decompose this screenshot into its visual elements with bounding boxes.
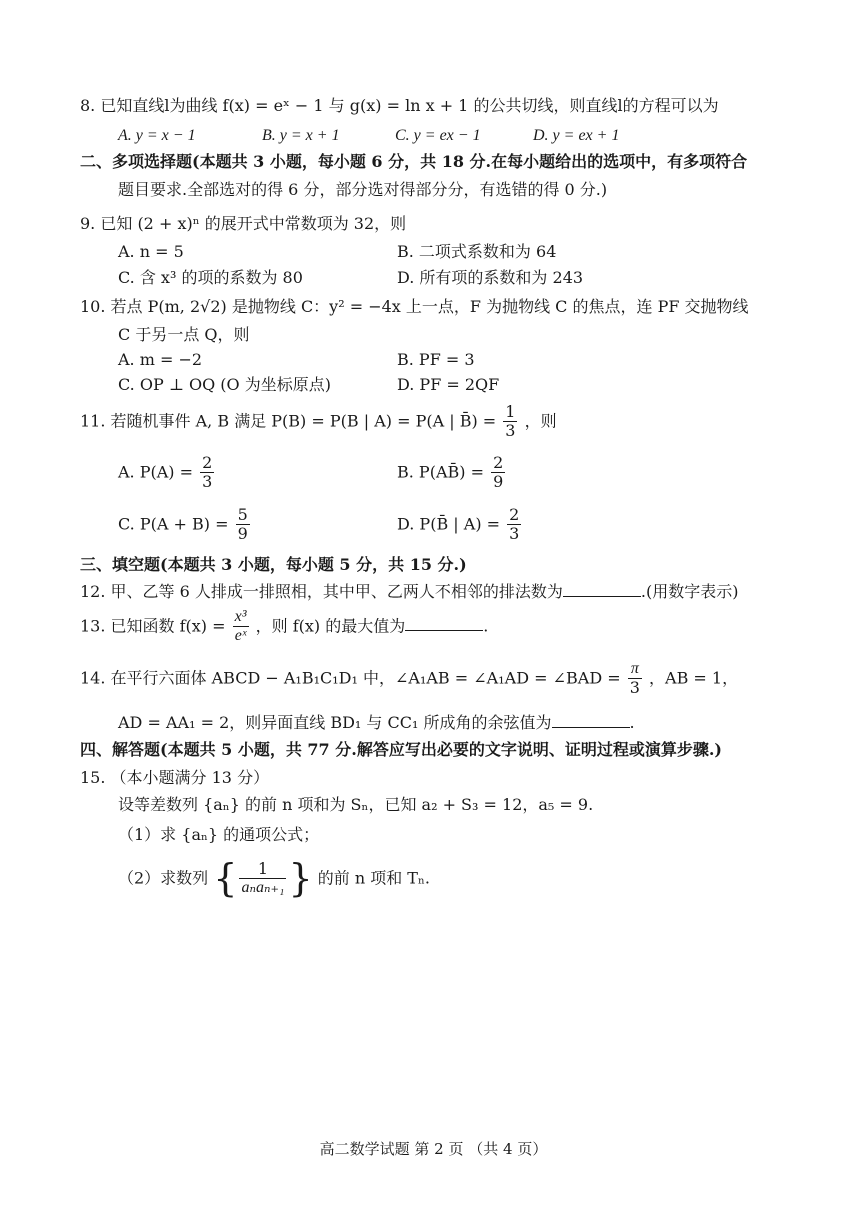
q9-option-d: D. 所有项的系数和为 243 <box>397 268 584 287</box>
q11-option-a-fraction: $\frac{2}{3}$ <box>202 453 213 492</box>
q8-option-d: D. y = ex + 1 <box>533 127 620 144</box>
q11-option-c-fraction: $\frac{5}{9}$ <box>237 505 248 544</box>
page-footer: 高二数学试题 第 2 页 （共 4 页） <box>319 1140 548 1158</box>
section2-heading-line1: 二、多项选择题(本题共 3 小题，每小题 6 分，共 18 分.在每小题给出的选项中，有多项符合 <box>80 152 748 171</box>
q10-option-c: C. OP ⊥ OQ (O 为坐标原点) <box>118 375 331 394</box>
q11-stem: 11. 若随机事件 A, B 满足 P(B) = P(B | A) = P(A | B̄) = $\frac{1}{3}$ ，则 <box>80 402 557 441</box>
q10-option-a: A. m = −2 <box>118 350 203 369</box>
q14-answer-blank <box>552 713 630 728</box>
q11-option-c: C. P(A + B) = $\frac{5}{9}$ <box>118 505 248 544</box>
q8-option-b: B. y = x + 1 <box>262 127 340 144</box>
q15-part1: （1）求 {aₙ} 的通项公式； <box>118 825 320 844</box>
q9-option-a: A. n = 5 <box>118 242 184 261</box>
q10-stem-line2: C 于另一点 Q，则 <box>118 325 250 344</box>
q8-stem: 8. 已知直线l为曲线 f(x) = eˣ − 1 与 g(x) = ln x + 1 的公共切线，则直线l的方程可以为 <box>80 96 719 115</box>
q11-stem-fraction: $\frac{1}{3}$ <box>505 402 516 441</box>
q8-option-c: C. y = ex − 1 <box>395 127 481 144</box>
q8-option-a: A. y = x − 1 <box>118 127 196 144</box>
section3-heading: 三、填空题(本题共 3 小题，每小题 5 分，共 15 分.) <box>80 555 467 574</box>
q14-fraction: $\frac{\pi}{3}$ <box>629 660 640 698</box>
q11-option-d-fraction: $\frac{2}{3}$ <box>509 505 520 544</box>
section4-heading: 四、解答题(本题共 5 小题，共 77 分.解答应写出必要的文字说明、证明过程或演算步骤.) <box>80 740 722 759</box>
q10-stem-line1: 10. 若点 P(m, 2√2) 是抛物线 C：y² = −4x 上一点，F 为抛物线 C 的焦点，连 PF 交抛物线 <box>80 297 749 316</box>
q11-option-d: D. P(B̄ | A) = $\frac{2}{3}$ <box>397 505 520 544</box>
section2-heading-line2: 题目要求.全部选对的得 6 分，部分选对得部分分，有选错的得 0 分.) <box>118 180 608 199</box>
q15-stem: 设等差数列 {aₙ} 的前 n 项和为 Sₙ，已知 a₂ + S₃ = 12，a₅ = 9. <box>118 795 594 814</box>
q12: 12. 甲、乙等 6 人排成一排照相，其中甲、乙两人不相邻的排法数为 .(用数字表示) <box>80 582 739 601</box>
q11-option-a: A. P(A) = $\frac{2}{3}$ <box>118 453 213 492</box>
q13-fraction: $\frac{\text{x³}}{\text{eˣ}}$ <box>234 608 247 645</box>
q10-option-b: B. PF = 3 <box>397 350 475 369</box>
q11-option-b: B. P(AB̄) = $\frac{2}{9}$ <box>397 453 504 492</box>
q15-fraction: $\frac{1}{\text{aₙaₙ₊₁}}$ <box>241 858 285 897</box>
q11-stem-text: 11. 若随机事件 A, B 满足 P(B) = P(B | A) = P(A | B̄) = <box>80 411 497 431</box>
q9-option-c: C. 含 x³ 的项的系数为 80 <box>118 268 303 287</box>
q13-answer-blank <box>405 616 483 631</box>
q12-answer-blank <box>563 582 641 597</box>
q10-option-d: D. PF = 2QF <box>397 375 500 394</box>
q14-line1: 14. 在平行六面体 ABCD − A₁B₁C₁D₁ 中，∠A₁AB = ∠A₁AD = ∠BAD = $\frac{\pi}{3}$ ，AB = 1， <box>80 660 739 698</box>
q11-option-b-fraction: $\frac{2}{9}$ <box>493 453 504 492</box>
q9-option-b: B. 二项式系数和为 64 <box>397 242 557 261</box>
q15-title: 15. （本小题满分 13 分） <box>80 768 270 787</box>
q9-stem: 9. 已知 (2 + x)ⁿ 的展开式中常数项为 32，则 <box>80 214 407 233</box>
q15-part2: （2）求数列 { $\frac{1}{\text{aₙaₙ₊₁}}$ } 的前 n 项和 Tₙ. <box>118 856 430 900</box>
q13: 13. 已知函数 f(x) = $\frac{\text{x³}}{\text{eˣ}}$ ，则 f(x) 的最大值为 . <box>80 608 489 645</box>
q14-line2: AD = AA₁ = 2，则异面直线 BD₁ 与 CC₁ 所成角的余弦值为 . <box>118 713 635 732</box>
